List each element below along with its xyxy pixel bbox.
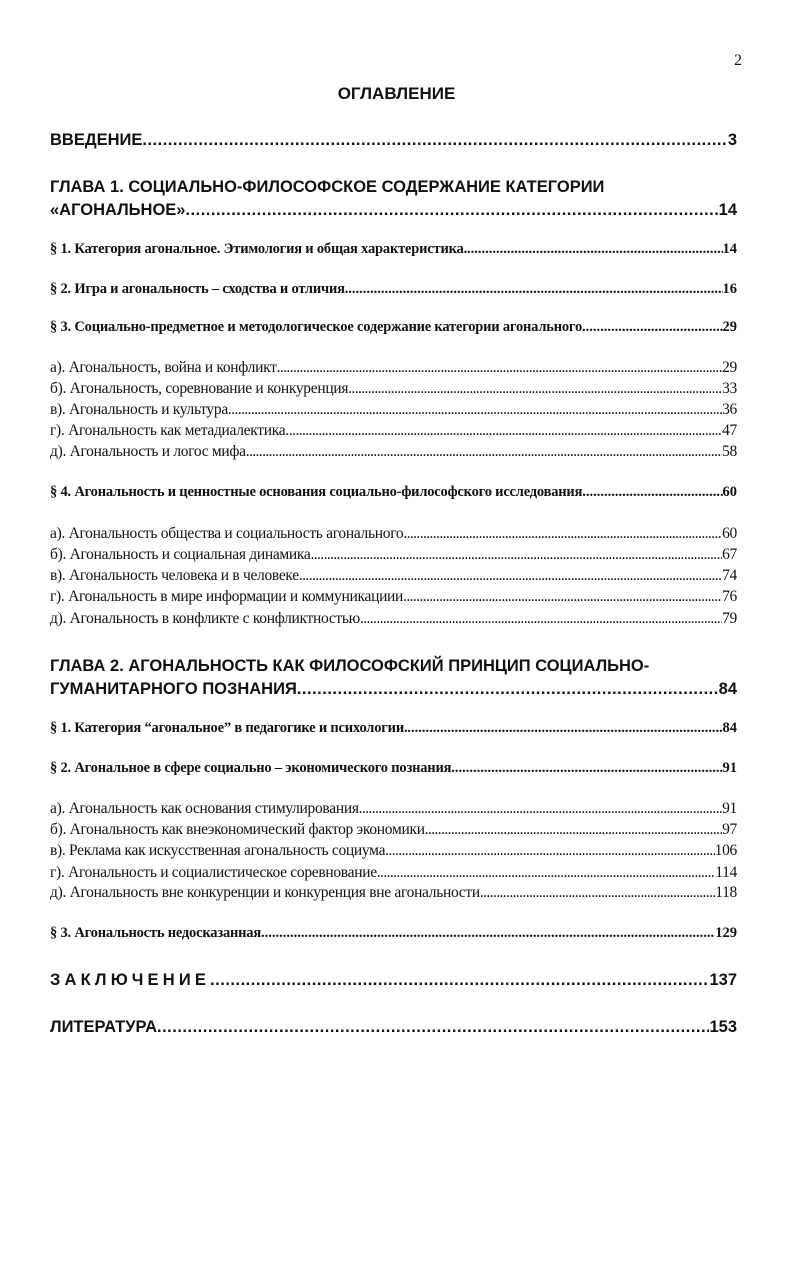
entry-page: 79 xyxy=(722,610,737,627)
dot-leader xyxy=(403,588,722,606)
toc-entry-ch2-s2-d[interactable] xyxy=(50,884,737,902)
entry-page: 114 xyxy=(715,864,737,881)
entry-page: 67 xyxy=(722,546,737,563)
toc-entry-ch1-s4-b[interactable] xyxy=(50,546,737,564)
dot-leader xyxy=(246,443,722,461)
toc-entry-ch2-s2-v[interactable] xyxy=(50,842,737,860)
entry-page: 14 xyxy=(718,201,737,219)
toc-entry-ch1-s3-v[interactable] xyxy=(50,401,737,419)
dot-leader xyxy=(407,720,722,737)
entry-page: 97 xyxy=(722,821,737,838)
dot-leader xyxy=(261,925,715,942)
entry-label: а). Агональность общества и социальность агонального xyxy=(50,525,404,542)
entry-page: 84 xyxy=(722,720,737,736)
entry-page: 36 xyxy=(722,401,737,418)
entry-label: § 3. Агональность недосказанная xyxy=(50,925,261,941)
dot-leader xyxy=(142,131,727,150)
entry-page: 76 xyxy=(722,588,737,605)
entry-label: ЗАКЛЮЧЕНИЕ xyxy=(50,971,211,989)
dot-leader xyxy=(451,760,722,777)
toc-entry-ch2-s2-a[interactable] xyxy=(50,800,737,818)
entry-page: 3 xyxy=(727,131,737,149)
entry-label: г). Агональность как метадиалектика. xyxy=(50,422,289,439)
dot-leader xyxy=(582,484,722,501)
page-number: 2 xyxy=(734,52,742,69)
entry-label: «АГОНАЛЬНОЕ» xyxy=(50,201,186,219)
dot-leader xyxy=(480,884,715,902)
entry-label: д). Агональность в конфликте с конфликтностью xyxy=(50,610,360,627)
entry-label: ГУМАНИТАРНОГО ПОЗНАНИЯ xyxy=(50,680,297,698)
entry-page: 84 xyxy=(718,680,737,698)
dot-leader xyxy=(299,567,722,585)
dot-leader xyxy=(289,422,722,440)
toc-entry-chapter2[interactable] xyxy=(50,680,737,699)
entry-label: ЛИТЕРАТУРА xyxy=(50,1018,157,1036)
entry-label: ВВЕДЕНИЕ xyxy=(50,131,143,149)
toc-entry-introduction[interactable] xyxy=(50,131,737,150)
dot-leader xyxy=(228,401,722,419)
toc-entry-ch1-s3[interactable] xyxy=(50,319,737,336)
dot-leader xyxy=(359,800,722,818)
toc-entry-ch1-s2[interactable] xyxy=(50,281,737,298)
toc-entry-ch2-s2-b[interactable] xyxy=(50,821,737,839)
toc-entry-ch2-s1[interactable] xyxy=(50,720,737,737)
entry-page: 47 xyxy=(722,422,737,439)
entry-page: 91 xyxy=(722,760,737,776)
dot-leader xyxy=(348,281,722,298)
dot-leader xyxy=(157,1018,709,1037)
dot-leader xyxy=(360,610,722,628)
dot-leader xyxy=(348,380,722,398)
dot-leader xyxy=(403,525,722,543)
toc-entry-conclusion[interactable] xyxy=(50,971,737,990)
toc-entry-ch1-s4-a[interactable] xyxy=(50,525,737,543)
entry-label: в). Реклама как искусственная агональность социума xyxy=(50,842,386,859)
entry-label: а). Агональность как основания стимулирования xyxy=(50,800,359,817)
entry-page: 91 xyxy=(722,800,737,817)
entry-label: в). Агональность человека и в человеке xyxy=(50,567,299,584)
entry-page: 16 xyxy=(722,281,737,297)
dot-leader xyxy=(277,359,723,377)
toc-entry-chapter1[interactable] xyxy=(50,201,737,220)
entry-label: б). Агональность как внеэкономический фактор экономики xyxy=(50,821,425,838)
dot-leader xyxy=(467,241,722,258)
toc-entry-literature[interactable] xyxy=(50,1018,737,1037)
entry-label: д). Агональность вне конкуренции и конкуренция вне агональности xyxy=(50,884,480,901)
toc-entry-ch1-s4-v[interactable] xyxy=(50,567,737,585)
toc-entry-ch2-s3[interactable] xyxy=(50,925,737,942)
entry-label: в). Агональность и культура xyxy=(50,401,228,418)
toc-entry-ch1-s4-d[interactable] xyxy=(50,610,737,628)
entry-label: § 2. Агональное в сфере социально – экономического познания xyxy=(50,760,452,776)
entry-label: § 3. Социально-предметное и методологическое содержание категории агонального xyxy=(50,319,583,335)
entry-page: 58 xyxy=(722,443,737,460)
toc-entry-ch1-s4[interactable] xyxy=(50,484,737,501)
toc-entry-ch1-s1[interactable] xyxy=(50,241,737,258)
entry-label: г). Агональность и социалистическое соревнование xyxy=(50,864,377,881)
dot-leader xyxy=(297,680,719,699)
dot-leader xyxy=(185,201,718,220)
toc-entry-ch2-s2[interactable] xyxy=(50,760,737,777)
entry-page: 29 xyxy=(722,319,737,335)
dot-leader xyxy=(310,546,722,564)
chapter2-title-line1: ГЛАВА 2. АГОНАЛЬНОСТЬ КАК ФИЛОСОФСКИЙ ПРИНЦИП СОЦИАЛЬНО- xyxy=(50,657,650,675)
entry-label: б). Агональность, соревнование и конкуренция xyxy=(50,380,349,397)
entry-label: § 4. Агональность и ценностные основания социально-философского исследования xyxy=(50,484,583,500)
entry-page: 74 xyxy=(722,567,737,584)
entry-page: 60 xyxy=(722,525,737,542)
entry-page: 153 xyxy=(709,1018,737,1036)
entry-label: д). Агональность и логос мифа xyxy=(50,443,246,460)
dot-leader xyxy=(210,971,709,990)
entry-label: а). Агональность, война и конфликт xyxy=(50,359,277,376)
entry-label: § 1. Категория “агональное” в педагогике и психологии. xyxy=(50,720,408,736)
entry-page: 14 xyxy=(722,241,737,257)
entry-label: § 2. Игра и агональность – сходства и отличия. xyxy=(50,281,349,297)
entry-page: 118 xyxy=(715,884,737,901)
toc-entry-ch1-s3-a[interactable] xyxy=(50,359,737,377)
entry-label: г). Агональность в мире информации и коммуникациии xyxy=(50,588,404,605)
entry-page: 33 xyxy=(722,380,737,397)
toc-entry-ch1-s3-b[interactable] xyxy=(50,380,737,398)
entry-label: б). Агональность и социальная динамика xyxy=(50,546,311,563)
dot-leader xyxy=(582,319,722,336)
entry-page: 106 xyxy=(714,842,737,859)
dot-leader xyxy=(385,842,714,860)
entry-page: 60 xyxy=(722,484,737,500)
dot-leader xyxy=(425,821,722,839)
entry-label: § 1. Категория агональное. Этимология и общая характеристика. xyxy=(50,241,468,257)
toc-entry-ch1-s3-g[interactable] xyxy=(50,422,737,440)
toc-entry-ch1-s3-d[interactable] xyxy=(50,443,737,461)
entry-page: 129 xyxy=(715,925,737,941)
toc-title: ОГЛАВЛЕНИЕ xyxy=(337,84,456,103)
entry-page: 137 xyxy=(709,971,737,989)
chapter1-title-line1: ГЛАВА 1. СОЦИАЛЬНО-ФИЛОСОФСКОЕ СОДЕРЖАНИЕ КАТЕГОРИИ xyxy=(50,178,605,196)
dot-leader xyxy=(377,864,715,882)
entry-page: 29 xyxy=(722,359,737,376)
toc-entry-ch2-s2-g[interactable] xyxy=(50,864,737,882)
toc-entry-ch1-s4-g[interactable] xyxy=(50,588,737,606)
